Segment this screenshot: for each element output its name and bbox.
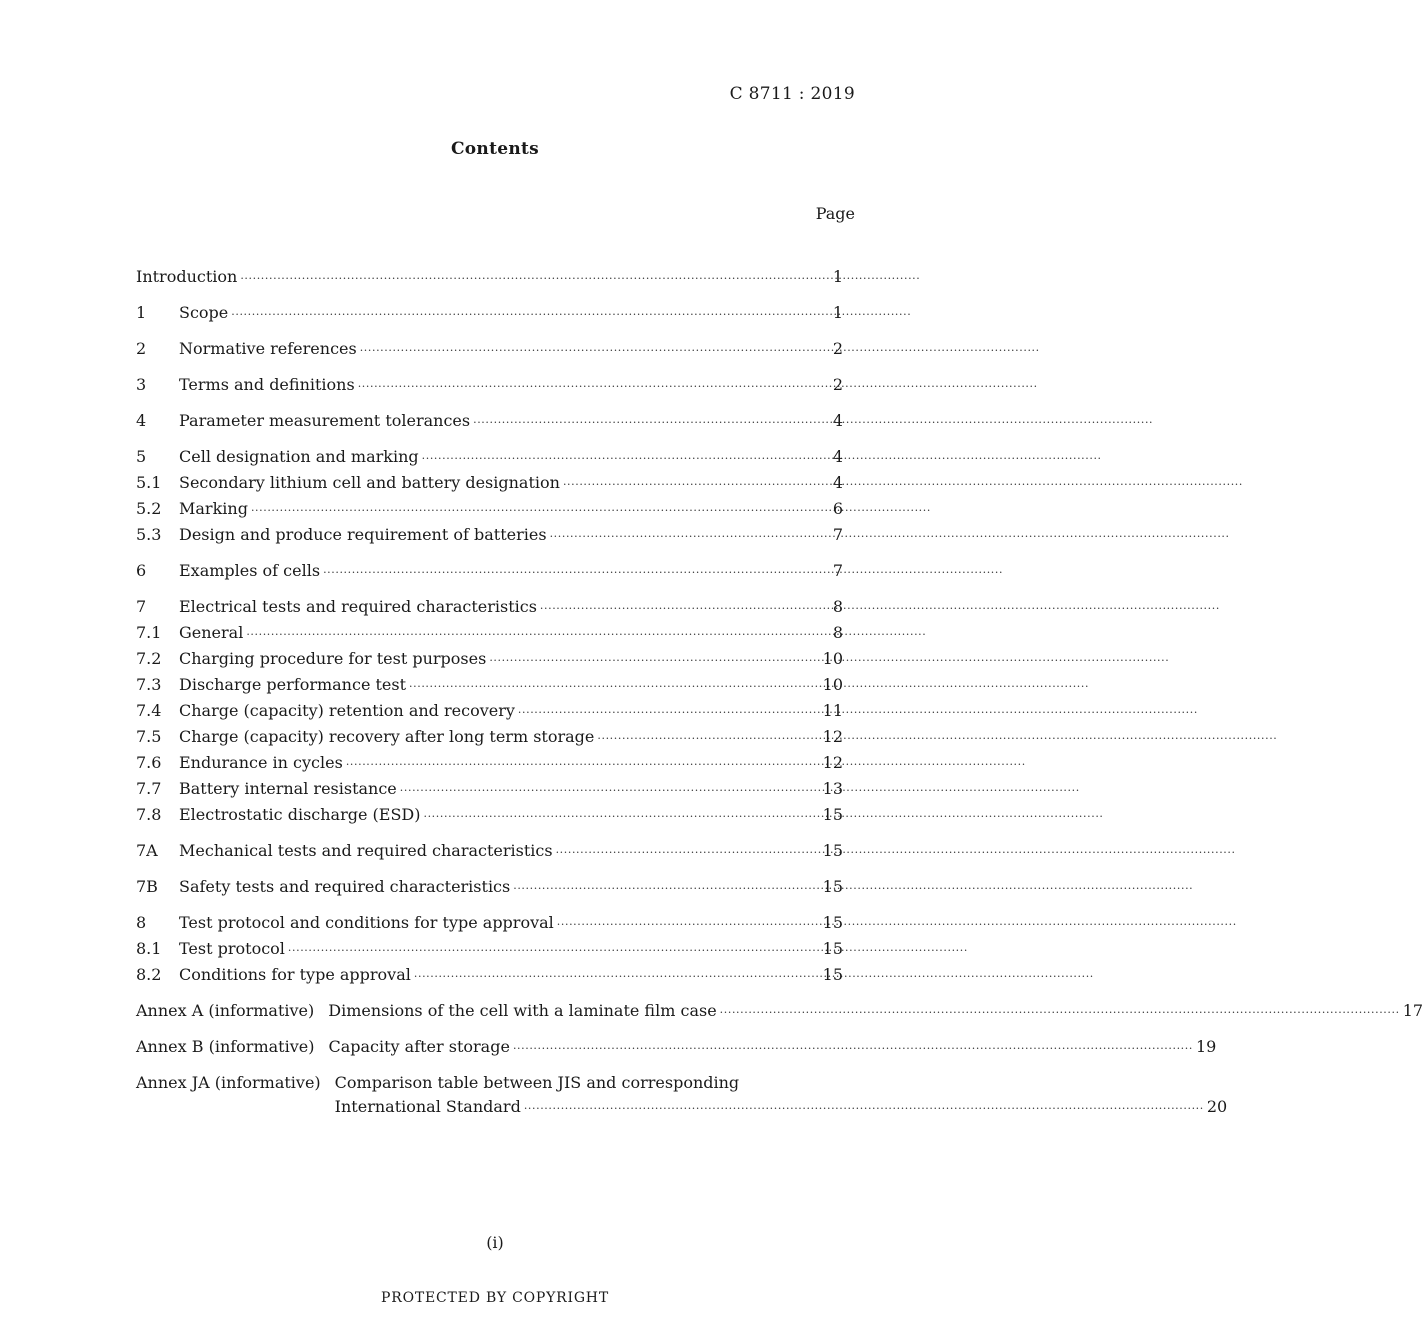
leader-dots [323, 561, 830, 585]
annex-title: Dimensions of the cell with a laminate film case [328, 1000, 717, 1020]
leader-dots [720, 1001, 1400, 1025]
toc-number: 7.1 [136, 623, 162, 643]
page-title: Contents [450, 139, 540, 159]
toc-label: Test protocol and conditions for type approval [179, 912, 554, 932]
leader-dots [288, 939, 820, 963]
toc-page: 10 [822, 649, 843, 669]
toc-entry[interactable] [136, 875, 843, 901]
leader-dots [563, 473, 830, 497]
toc-label: Examples of cells [179, 561, 321, 581]
annex-title: Comparison table between JIS and corresponding [334, 1073, 740, 1092]
toc-entry[interactable] [136, 937, 843, 963]
leader-dots [400, 779, 820, 803]
toc-entry[interactable] [136, 559, 843, 585]
toc-label: Battery internal resistance [179, 778, 397, 798]
leader-dots [597, 727, 819, 751]
toc-number: 7.8 [136, 804, 162, 824]
toc-page: 19 [1195, 1036, 1217, 1056]
toc-page: 2 [832, 339, 843, 359]
toc-label: Cell designation and marking [179, 447, 419, 467]
annex-title: International Standard [334, 1096, 521, 1116]
toc-label: Parameter measurement tolerances [179, 411, 471, 431]
toc-label: Charge (capacity) recovery after long term storage [179, 726, 595, 746]
page-column-heading: Page [815, 204, 855, 223]
toc-page: 15 [822, 964, 843, 984]
toc-label: Conditions for type approval [179, 964, 411, 984]
toc-label: Safety tests and required characteristics [179, 876, 511, 896]
toc-label: Charging procedure for test purposes [179, 649, 487, 669]
toc-page: 10 [822, 675, 843, 695]
toc-page: 4 [832, 411, 843, 431]
toc-entry[interactable] [136, 471, 843, 497]
toc-page: 15 [822, 876, 843, 896]
toc-entry[interactable] [136, 373, 843, 399]
leader-dots [231, 303, 830, 327]
toc-entry[interactable] [136, 445, 843, 471]
toc-entry[interactable] [136, 673, 843, 699]
leader-dots [550, 525, 830, 549]
toc-label: Secondary lithium cell and battery designation [179, 473, 560, 493]
toc-entry[interactable] [136, 803, 843, 829]
leader-dots [423, 805, 819, 829]
leader-dots [518, 701, 820, 725]
toc-number: 7A [136, 840, 158, 860]
toc-entry-annex-ja[interactable] [136, 1071, 1228, 1121]
toc-number: 7.3 [136, 675, 162, 695]
toc-entry[interactable] [136, 777, 843, 803]
leader-dots [360, 339, 830, 363]
toc-entry-annex-b[interactable] [136, 1035, 1217, 1061]
toc-label: General [179, 623, 244, 643]
leader-dots [358, 375, 830, 399]
toc-number: 7.4 [136, 701, 162, 720]
toc-label: Normative references [179, 339, 357, 359]
toc-entry[interactable] [136, 301, 843, 327]
toc-label: Introduction [136, 267, 238, 286]
leader-dots [557, 913, 820, 937]
leader-dots [489, 649, 819, 673]
toc-entry-introduction[interactable] [136, 265, 843, 291]
toc-entry[interactable] [136, 751, 843, 777]
toc-page: 15 [822, 912, 843, 932]
toc-number: 1 [136, 303, 147, 323]
toc-number: 5.3 [136, 525, 162, 545]
toc-label: Terms and definitions [179, 375, 355, 395]
toc-page: 12 [822, 752, 843, 772]
toc-entry[interactable] [136, 963, 843, 989]
toc-number: 5 [136, 447, 147, 467]
leader-dots [346, 753, 820, 777]
toc-page: 6 [832, 499, 843, 519]
leader-dots [540, 597, 830, 621]
toc-number: 5.2 [136, 499, 162, 519]
toc-entry[interactable] [136, 647, 843, 673]
toc-entry[interactable] [136, 409, 843, 435]
toc-label: Scope [179, 303, 229, 323]
toc-number: 8.2 [136, 964, 162, 984]
toc-entry[interactable] [136, 337, 843, 363]
toc-number: 3 [136, 375, 147, 395]
toc-label: Design and produce requirement of batteries [179, 525, 547, 545]
toc-page: 13 [822, 778, 843, 798]
leader-dots [556, 841, 820, 865]
toc-number: 7B [136, 876, 158, 896]
leader-dots [409, 675, 820, 699]
toc-entry[interactable] [136, 839, 843, 865]
toc-label: Electrostatic discharge (ESD) [179, 804, 421, 824]
toc-entry[interactable] [136, 911, 843, 937]
toc-label: Mechanical tests and required characteristics [179, 840, 553, 860]
toc-label: Discharge performance test [179, 675, 407, 695]
toc-entry[interactable] [136, 523, 843, 549]
toc-number: 4 [136, 411, 147, 431]
standard-number: C 8711 : 2019 [729, 84, 855, 104]
toc-number: 8 [136, 912, 147, 932]
annex-id: Annex JA (informative) [136, 1073, 321, 1092]
toc-entry-annex-a[interactable] [136, 999, 1423, 1025]
toc-page: 1 [832, 303, 843, 323]
toc-entry[interactable] [136, 497, 843, 523]
toc-label: Charge (capacity) retention and recovery [179, 701, 515, 720]
toc-number: 7.2 [136, 649, 162, 669]
annex-title: Capacity after storage [328, 1036, 510, 1056]
toc-page: 7 [832, 525, 843, 545]
table-of-contents [136, 265, 1423, 1121]
leader-dots [240, 267, 829, 291]
toc-number: 7.5 [136, 726, 162, 746]
toc-number: 7.6 [136, 752, 162, 772]
toc-page: 20 [1206, 1096, 1228, 1116]
leader-dots [513, 877, 819, 901]
footer-page-number: (i) [486, 1233, 504, 1252]
toc-page: 1 [832, 267, 843, 286]
toc-label: Marking [179, 499, 248, 519]
toc-page: 4 [832, 473, 843, 493]
toc-number: 5.1 [136, 473, 162, 493]
leader-dots [473, 411, 830, 435]
toc-page: 15 [822, 840, 843, 860]
leader-dots [513, 1037, 1193, 1061]
toc-label: Test protocol [179, 938, 285, 958]
toc-page: 15 [822, 804, 843, 824]
toc-entry[interactable] [136, 595, 843, 621]
annex-id: Annex B (informative) [136, 1036, 315, 1056]
toc-number: 8.1 [136, 938, 162, 958]
toc-entry[interactable] [136, 725, 843, 751]
toc-page: 12 [822, 726, 843, 746]
toc-entry[interactable] [136, 621, 843, 647]
toc-page: 8 [832, 597, 843, 617]
copyright-notice: PROTECTED BY COPYRIGHT [381, 1290, 609, 1306]
toc-page: 2 [832, 375, 843, 395]
toc-number: 7.7 [136, 778, 162, 798]
leader-dots [251, 499, 830, 523]
toc-page: 11 [822, 701, 843, 720]
toc-page: 17 [1402, 1000, 1423, 1020]
toc-page: 4 [832, 447, 843, 467]
toc-label: Electrical tests and required characteristics [179, 597, 537, 617]
toc-page: 7 [832, 561, 843, 581]
leader-dots [246, 623, 829, 647]
toc-entry[interactable] [136, 699, 843, 725]
toc-page: 15 [822, 938, 843, 958]
leader-dots [524, 1097, 1204, 1121]
leader-dots [414, 965, 820, 989]
toc-number: 2 [136, 339, 147, 359]
toc-page: 8 [832, 623, 843, 643]
leader-dots [422, 447, 830, 471]
toc-number: 6 [136, 561, 147, 581]
toc-number: 7 [136, 597, 147, 617]
toc-label: Endurance in cycles [179, 752, 343, 772]
annex-id: Annex A (informative) [136, 1000, 315, 1020]
